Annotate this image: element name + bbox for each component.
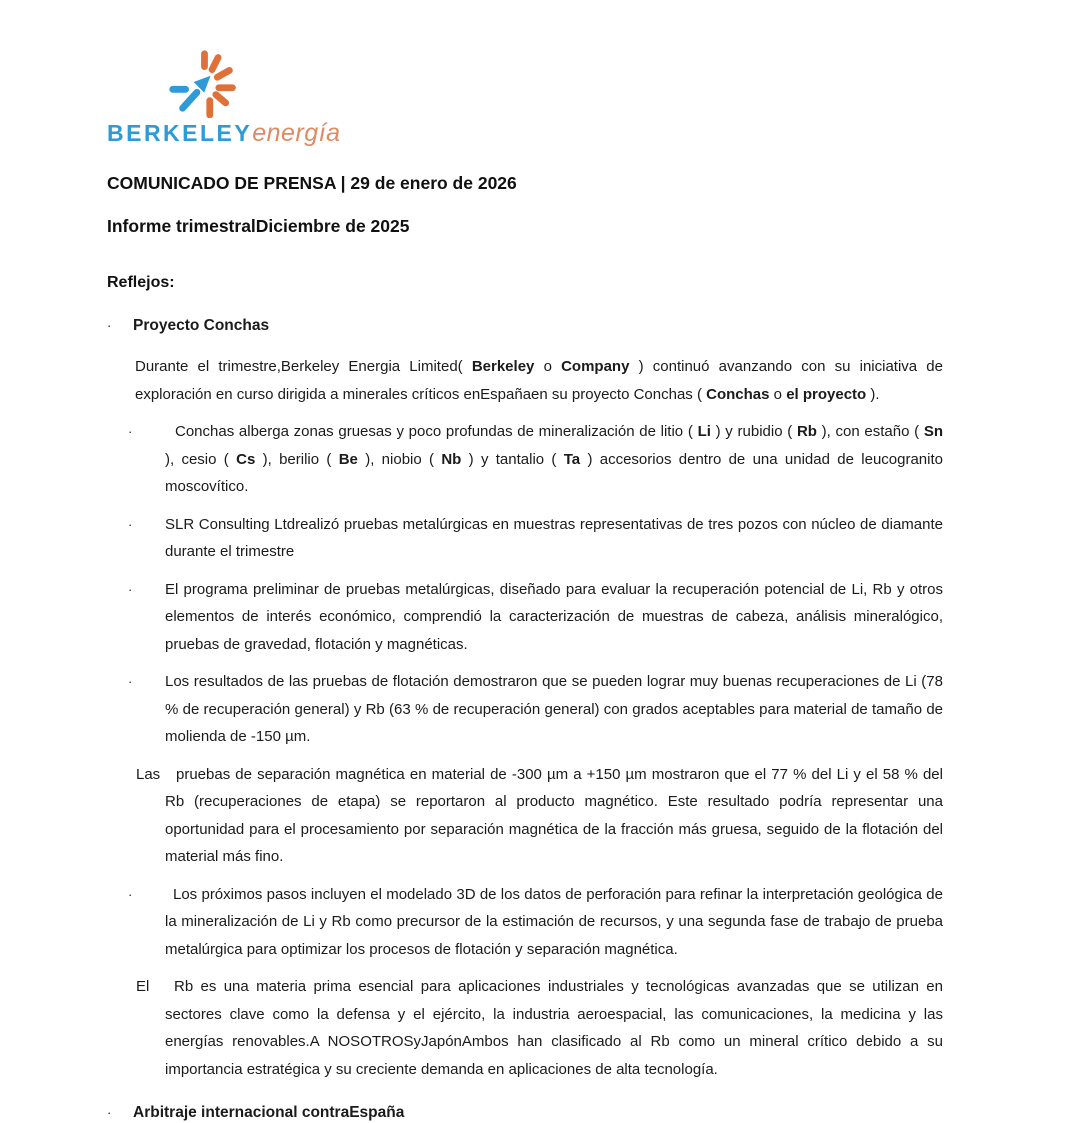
bullet-marker: · bbox=[128, 674, 133, 689]
logo-wordmark-energia: energía bbox=[252, 119, 341, 147]
bullet-marker: · bbox=[128, 581, 133, 597]
text-content: Proyecto Conchas bbox=[133, 317, 270, 334]
bullet-marker: · bbox=[128, 516, 133, 532]
list-item bbox=[128, 881, 943, 964]
text-content: Los resultados de las pruebas de flotación demostraron que se pueden lograr muy buenas recuperaciones de Li (78 % de recuperación general) y Rb (63 % de recuperación general) con grados aceptables para material de tamaño de molienda de -150 µm. bbox=[165, 673, 943, 745]
list-item bbox=[107, 1103, 943, 1123]
list-item bbox=[128, 511, 943, 566]
text-content: SLR Consulting Ltdrealizó pruebas metalúrgicas en muestras representativas de tres pozos con núcleo de diamante durante el trimestre bbox=[165, 515, 943, 560]
report-title: Informe trimestralDiciembre de 2025 bbox=[107, 216, 410, 236]
text-content: Conchas alberga zonas gruesas y poco profundas de mineralización de litio ( Li ) y rubidio ( Rb ), con estaño ( Sn ), cesio ( Cs ), berilio ( Be ), niobio ( Nb ) y tantalio ( Ta ) accesorios dentro de una unidad de leucogranito moscovítico. bbox=[165, 423, 943, 495]
list-item bbox=[128, 576, 943, 659]
document-body bbox=[107, 316, 943, 1123]
starburst-arrow-icon bbox=[163, 50, 249, 118]
text-content: pruebas de separación magnética en material de -300 µm a +150 µm mostraron que el 77 % del Li y el 58 % del Rb (recuperaciones de etapa) se reportaron al producto magnético. Este resultado podría representar una oportunidad para el procesamiento por separación magnética de la fracción más gruesa, seguido de la flotación del material más fino. bbox=[165, 765, 943, 865]
press-release-heading: COMUNICADO DE PRENSA | 29 de enero de 2026 bbox=[107, 173, 517, 193]
logo-wordmark-berkeley: BERKELEY bbox=[107, 120, 253, 146]
list-item bbox=[128, 668, 943, 751]
logo-wordmark bbox=[107, 118, 943, 152]
berkeley-energia-logo bbox=[107, 50, 943, 150]
text-content: Durante el trimestre,Berkeley Energia Limited( Berkeley o Company ) continuó avanzando con su iniciativa de exploración en curso dirigida a minerales críticos enEspañaen su proyecto Conchas ( Conchas o el proyecto ). bbox=[135, 358, 943, 403]
text-content: Arbitraje internacional contraEspaña bbox=[133, 1104, 405, 1121]
bullet-marker: · bbox=[107, 1105, 112, 1120]
list-item bbox=[128, 418, 943, 501]
bullet-marker: · bbox=[128, 424, 133, 439]
paragraph bbox=[135, 353, 943, 408]
list-item bbox=[136, 973, 943, 1083]
text-content: Rb es una materia prima esencial para aplicaciones industriales y tecnológicas avanzadas que se utilizan en sectores clave como la defensa y el ejército, la industria aeroespacial, las comunicaciones, la medicina y las energías renovables.A NOSOTROSyJapónAmbos han clasificado al Rb como un mineral crítico debido a su importancia estratégica y su creciente demanda en aplicaciones de alta tecnología. bbox=[165, 978, 943, 1078]
highlights-heading: Reflejos: bbox=[107, 274, 175, 291]
bullet-marker: · bbox=[107, 318, 112, 333]
text-content: El programa preliminar de pruebas metalúrgicas, diseñado para evaluar la recuperación potencial de Li, Rb y otros elementos de interés económico, comprendió la caracterización de muestras de cabeza, análisis mineralógico, pruebas de gravedad, flotación y magnéticas. bbox=[165, 580, 943, 653]
bullet-marker: El bbox=[136, 978, 150, 995]
list-item bbox=[136, 761, 943, 871]
text-content: Los próximos pasos incluyen el modelado 3D de los datos de perforación para refinar la interpretación geológica de la mineralización de Li y Rb como precursor de la estimación de recursos, y una segunda fase de trabajo de prueba metalúrgica para optimizar los procesos de flotación y separación magnética. bbox=[165, 885, 943, 958]
bullet-marker: · bbox=[128, 886, 133, 902]
bullet-marker: Las bbox=[136, 765, 161, 783]
list-item bbox=[107, 316, 943, 336]
